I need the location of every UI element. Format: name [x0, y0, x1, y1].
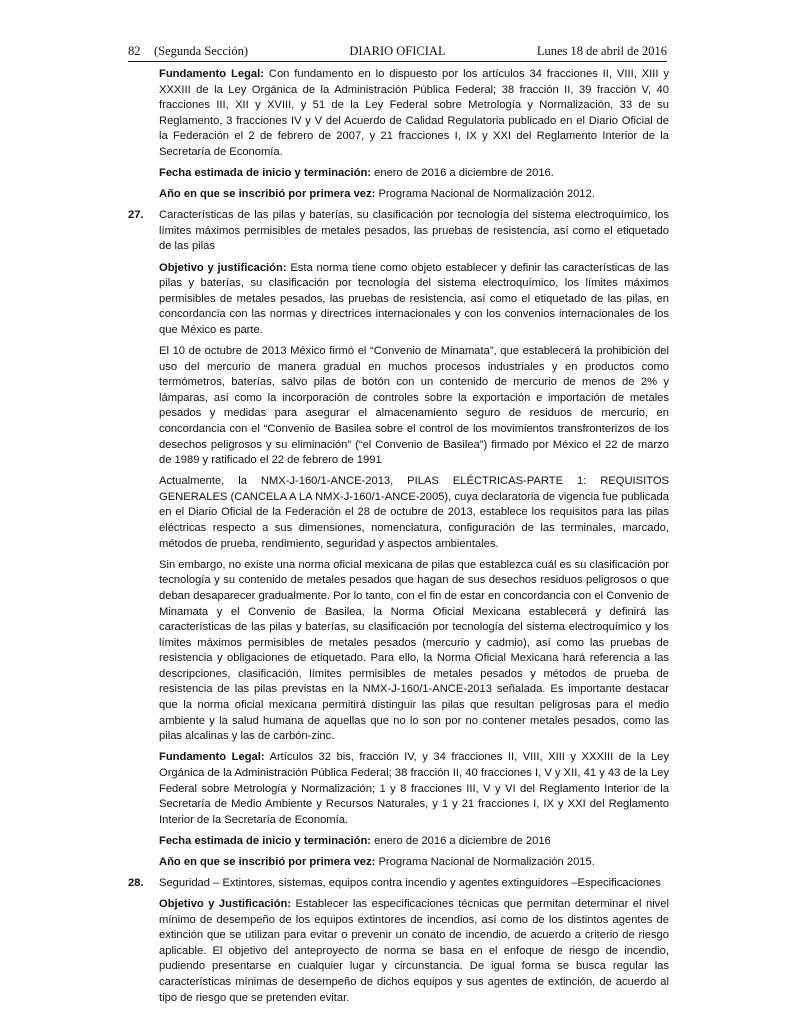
item-title: Seguridad – Extintores, sistemas, equipos contra incendio y agentes extinguidores –Especificaciones — [159, 877, 661, 889]
section-label: (Segunda Sección) — [154, 44, 249, 58]
fecha-label: Fecha estimada de inicio y terminación: — [159, 834, 372, 847]
item-27-fundamento — [128, 750, 683, 828]
item-27-paragraph-2: El 10 de octubre de 2013 México firmó el “Convenio de Minamata”, que establecerá la prohibición del uso del mercurio de manera gradual en muchos procesos industriales y en productos como termómetros, baterías, salvo pilas de botón con un contenido de mercurio de menos de 2% y lámparas, así como la incorporación de controles sobre la exportación e importación de metales pesados y medidas para asegurar el almacenamiento seguro de residuos de mercurio, en concordancia con el “Convenio de Basilea sobre el control de los movimientos transfronterizos de los desechos peligrosos y su eliminación” (“el Convenio de Basilea”) firmado por México el 22 de marzo de 1989 y ratificado el 22 de febrero de 1991 — [159, 345, 669, 467]
objetivo-text: Esta norma tiene como objeto establecer y definir las características de las pilas y baterías, su clasificación por tecnología del sistema electroquímico, los límites máximos permisibles de metales pesados, las pruebas de resistencia, así como el etiquetado de las pilas, en concordancia con las normas y directrices internacionales y con los convenios internacionales de los que México es parte. — [159, 261, 669, 336]
item-27-paragraph-4: Sin embargo, no existe una norma oficial mexicana de pilas que establezca cuál es su clasificación por tecnología y su contenido de metales pesados que hagan de sus desechos residuos peligrosos o que deban desaparecer gradualmente. Por lo tanto, con el fin de estar en concordancia con el Convenio de Minamata y el Convenio de Basilea, la Norma Oficial Mexicana establecerá y definirá las características de las pilas y baterías, su clasificación por tecnología del sistema electroquímico y los límites máximos permisibles de metales pesados (mercurio y cadmio), así como las pruebas de resistencia y obligaciones de etiquetado. Para ello, la Norma Oficial Mexicana hará referencia a las descripciones, clasificación, límites permisibles de metales pesados y métodos de prueba de resistencia de las pilas previstas en la NMX-J-160/1-ANCE-2013 señalada. Es importante destacar que la norma oficial mexicana permitirá distinguir las pilas que resultan peligrosas para el medio ambiente y la salud humana de aquellas que no lo son por no contener metales pesados, como las pilas alcalinas y las de carbón-zinc. — [159, 558, 669, 743]
item-27-title — [128, 208, 683, 255]
publication-date: Lunes 18 de abril de 2016 — [536, 44, 667, 58]
publication-title: DIARIO OFICIAL — [349, 44, 446, 58]
page-number: 82 — [128, 44, 141, 58]
fundamento-text: Artículos 32 bis, fracción IV, y 34 fracciones II, VIII, XIII y XXXIII de la Ley Orgánica de la Administración Pública Federal; 38 fracción II, 40 fracciones I, V y XII, 41 y 43 de la Ley Federal sobre Metrología y Normalización; 1 y 8 fracciones III, V y VI del Reglamento Interior de la Secretaría de Medio Ambiente y Recursos Naturales, y 1 y 21 fracciones I, IX y XXI del Reglamento Interior de la Secretaría de Economía. — [159, 751, 669, 826]
intro-fecha — [128, 166, 683, 182]
item-27-paragraph-3: Actualmente, la NMX-J-160/1-ANCE-2013, PILAS ELÉCTRICAS-PARTE 1: REQUISITOS GENERALES (CANCELA A LA NMX-J-160/1-ANCE-2005), cuya declaratoria de vigencia fue publicada en el Diario Oficial de la Federación el 28 de octubre de 2013, establece los requisitos para las pilas eléctricas respecto a sus dimensiones, nomenclatura, configuración de las terminales, marcado, métodos de prueba, rendimiento, seguridad y aspectos ambientales. — [159, 475, 669, 550]
item-27-anio — [128, 855, 683, 871]
fundamento-label: Fundamento Legal: — [159, 751, 265, 764]
fecha-label: Fecha estimada de inicio y terminación: — [159, 167, 372, 180]
anio-text: Programa Nacional de Normalización 2015. — [375, 855, 595, 868]
header-rule — [128, 61, 667, 62]
item-number: 28. — [128, 877, 144, 889]
document-body — [128, 67, 683, 1012]
item-28-objetivo — [128, 897, 683, 1006]
item-number: 27. — [128, 209, 144, 222]
anio-text: Programa Nacional de Normalización 2012. — [375, 188, 595, 201]
fecha-text: enero de 2016 a diciembre de 2016 — [371, 834, 551, 847]
anio-label: Año en que se inscribió por primera vez: — [159, 855, 376, 868]
objetivo-text: Establecer las especificaciones técnicas que permitan determinar el nivel mínimo de desempeño de los equipos extintores de incendios, así como de los distintos agentes de extinción que se utilizan para evitar o prevenir un conato de incendio, de acuerdo a criterio de riesgo aplicable. El objetivo del anteproyecto de norma se basa en el enfoque de riesgo de incendio, pudiendo presentarse en cualquier lugar y circunstancia. De igual forma se busca regular las características mínimas de desempeño de dichos equipos y sus agentes de extinción, de acuerdo al tipo de riesgo que se pretenden evitar. — [159, 898, 669, 1004]
objetivo-label: Objetivo y Justificación: — [159, 898, 292, 911]
intro-anio — [128, 187, 683, 203]
fundamento-label: Fundamento Legal: — [159, 68, 264, 80]
item-27-fecha — [128, 834, 683, 850]
intro-fundamento — [128, 67, 683, 161]
objetivo-label: Objetivo y justificación: — [159, 261, 287, 274]
fecha-text: enero de 2016 a diciembre de 2016. — [371, 167, 554, 180]
item-27-objetivo — [128, 261, 683, 339]
fundamento-text: Con fundamento en lo dispuesto por los artículos 34 fracciones II, VIII, XIII y XXXIII de la Ley Orgánica de la Administración Pública Federal; 38 fracción II, 39 fracción V, 40 fracciones III, XII y XVIII, y 51 de la Ley Federal sobre Metrología y Normalización, 33 de su Reglamento, 3 fracciones IV y V del Acuerdo de Calidad Regulatoria publicado en el Diario Oficial de la Federación el 2 de febrero de 2007, y 21 fracciones I, IX y XXI del Reglamento Interior de la Secretaría de Economía. — [159, 68, 669, 158]
page-header — [128, 44, 667, 62]
anio-label: Año en que se inscribió por primera vez: — [159, 188, 376, 201]
item-title: Características de las pilas y baterías, su clasificación por tecnología del sistema electroquímico, los límites máximos permisibles de metales pesados, las pruebas de resistencia, así como el etiquetado de las pilas — [159, 209, 669, 253]
item-28-title — [128, 876, 683, 892]
